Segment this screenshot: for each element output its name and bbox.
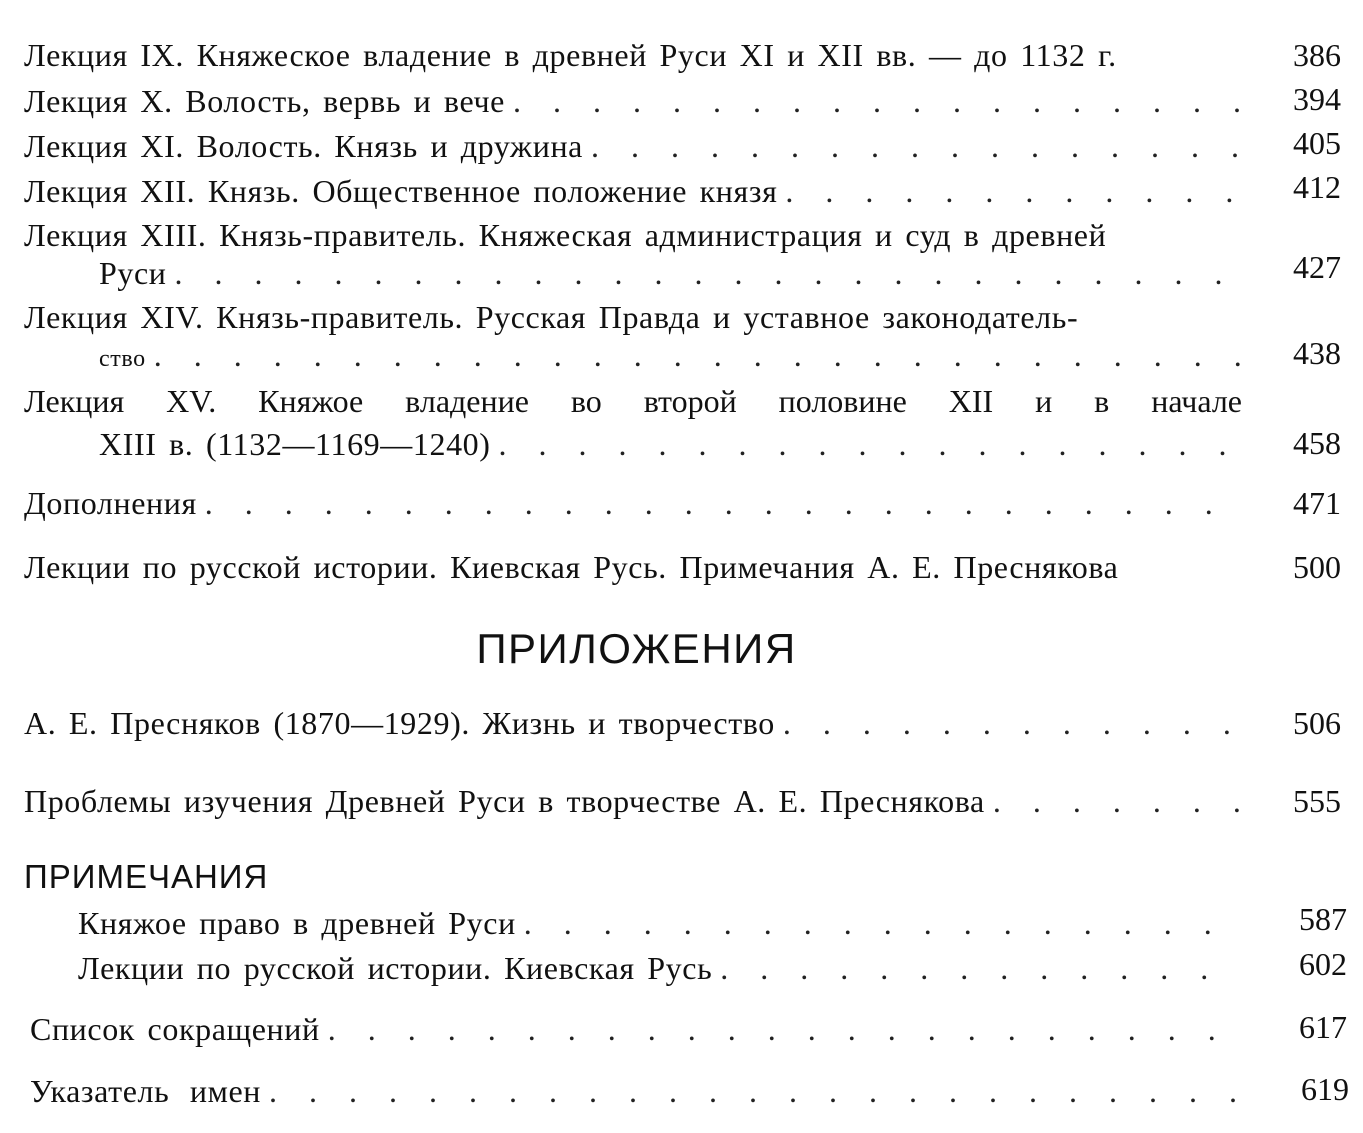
toc-entry-appendix-biography [24, 704, 1242, 742]
toc-entry-lecture-12 [24, 172, 1242, 210]
toc-entry-title: Лекции по русской истории. Киевская Русь. Примечания А. Е. Преснякова [24, 549, 1119, 585]
toc-entry-title: Лекция XIV. Князь-правитель. Русская Правда и уставное законодатель- [24, 299, 1079, 335]
dot-leader [175, 254, 1242, 292]
dot-leader [269, 1072, 1242, 1110]
toc-entry-additions [24, 484, 1242, 522]
toc-entry-notes-princely-law [78, 904, 1242, 942]
toc-entry-title: Проблемы изучения Древней Руси в творчестве А. Е. Преснякова [24, 783, 985, 819]
dot-leader [513, 82, 1242, 120]
dot-leader [328, 1010, 1242, 1048]
dot-leader [524, 904, 1242, 942]
toc-entry-title: Княжое право в древней Руси [78, 905, 516, 941]
dot-leader [499, 425, 1242, 463]
toc-page-number: 458 [1293, 425, 1341, 461]
toc-page-number: 412 [1293, 169, 1341, 205]
toc-entry-title-continuation: Руси [99, 255, 167, 291]
toc-page-number: 602 [1299, 946, 1347, 982]
toc-entry-title-continuation: XIII в. (1132—1169—1240) [99, 426, 491, 462]
toc-entry-lecture-14 [24, 298, 1242, 378]
toc-entry-title: Указатель имен [30, 1073, 261, 1109]
toc-page-number: 506 [1293, 705, 1341, 741]
toc-page-number: 405 [1293, 125, 1341, 161]
toc-entry-lecture-15 [24, 382, 1242, 463]
toc-page-number: 500 [1293, 549, 1341, 585]
section-heading-appendices: ПРИЛОЖЕНИЯ [476, 625, 797, 672]
toc-page-number: 587 [1299, 901, 1347, 937]
toc-entry-lecture-9 [24, 36, 1242, 74]
toc-entry-title: Лекция XIII. Князь-правитель. Княжеская администрация и суд в древней [24, 217, 1107, 253]
dot-leader [154, 336, 1242, 374]
toc-entry-title: Лекция XI. Волость. Князь и дружина [24, 128, 583, 164]
dot-leader [785, 172, 1242, 210]
toc-page-number: 386 [1293, 37, 1341, 73]
section-heading-notes: ПРИМЕЧАНИЯ [24, 858, 269, 895]
toc-entry-name-index [30, 1072, 1242, 1110]
dot-leader [993, 782, 1242, 820]
toc-page-number: 619 [1301, 1071, 1349, 1107]
toc-entry-lecture-13 [24, 216, 1242, 292]
toc-page-number: 617 [1299, 1009, 1347, 1045]
toc-entry-title-continuation: ство [99, 346, 146, 372]
dot-leader [205, 484, 1242, 522]
dot-leader [591, 127, 1242, 165]
dot-leader [720, 949, 1242, 987]
toc-page-number: 427 [1293, 249, 1341, 285]
toc-entry-title: Лекция IX. Княжеское владение в древней Руси XI и XII вв. — до 1132 г. [24, 37, 1117, 73]
toc-entry-title: Дополнения [24, 485, 197, 521]
toc-page-number: 471 [1293, 485, 1341, 521]
toc-page-number: 438 [1293, 335, 1341, 371]
toc-entry-notes-presnyakov [24, 548, 1242, 586]
toc-page-number: 394 [1293, 81, 1341, 117]
toc-entry-title: Лекция X. Волость, вервь и вече [24, 83, 505, 119]
toc-entry-title: Список сокращений [30, 1011, 320, 1047]
toc-entry-abbreviations [30, 1010, 1242, 1048]
toc-entry-title: А. Е. Пресняков (1870—1929). Жизнь и творчество [24, 705, 775, 741]
toc-entry-title: Лекция XII. Князь. Общественное положение князя [24, 173, 778, 209]
dot-leader [783, 704, 1242, 742]
toc-page-number: 555 [1293, 783, 1341, 819]
toc-entry-title: Лекции по русской истории. Киевская Русь [78, 950, 713, 986]
toc-entry-lecture-10 [24, 82, 1242, 120]
toc-entry-title-justified: Лекция XV. Княжое владение во второй половине XII и в начале [24, 383, 1242, 419]
toc-entry-lecture-11 [24, 127, 1242, 165]
toc-entry-notes-lectures [78, 949, 1242, 987]
toc-entry-appendix-problems [24, 782, 1242, 820]
